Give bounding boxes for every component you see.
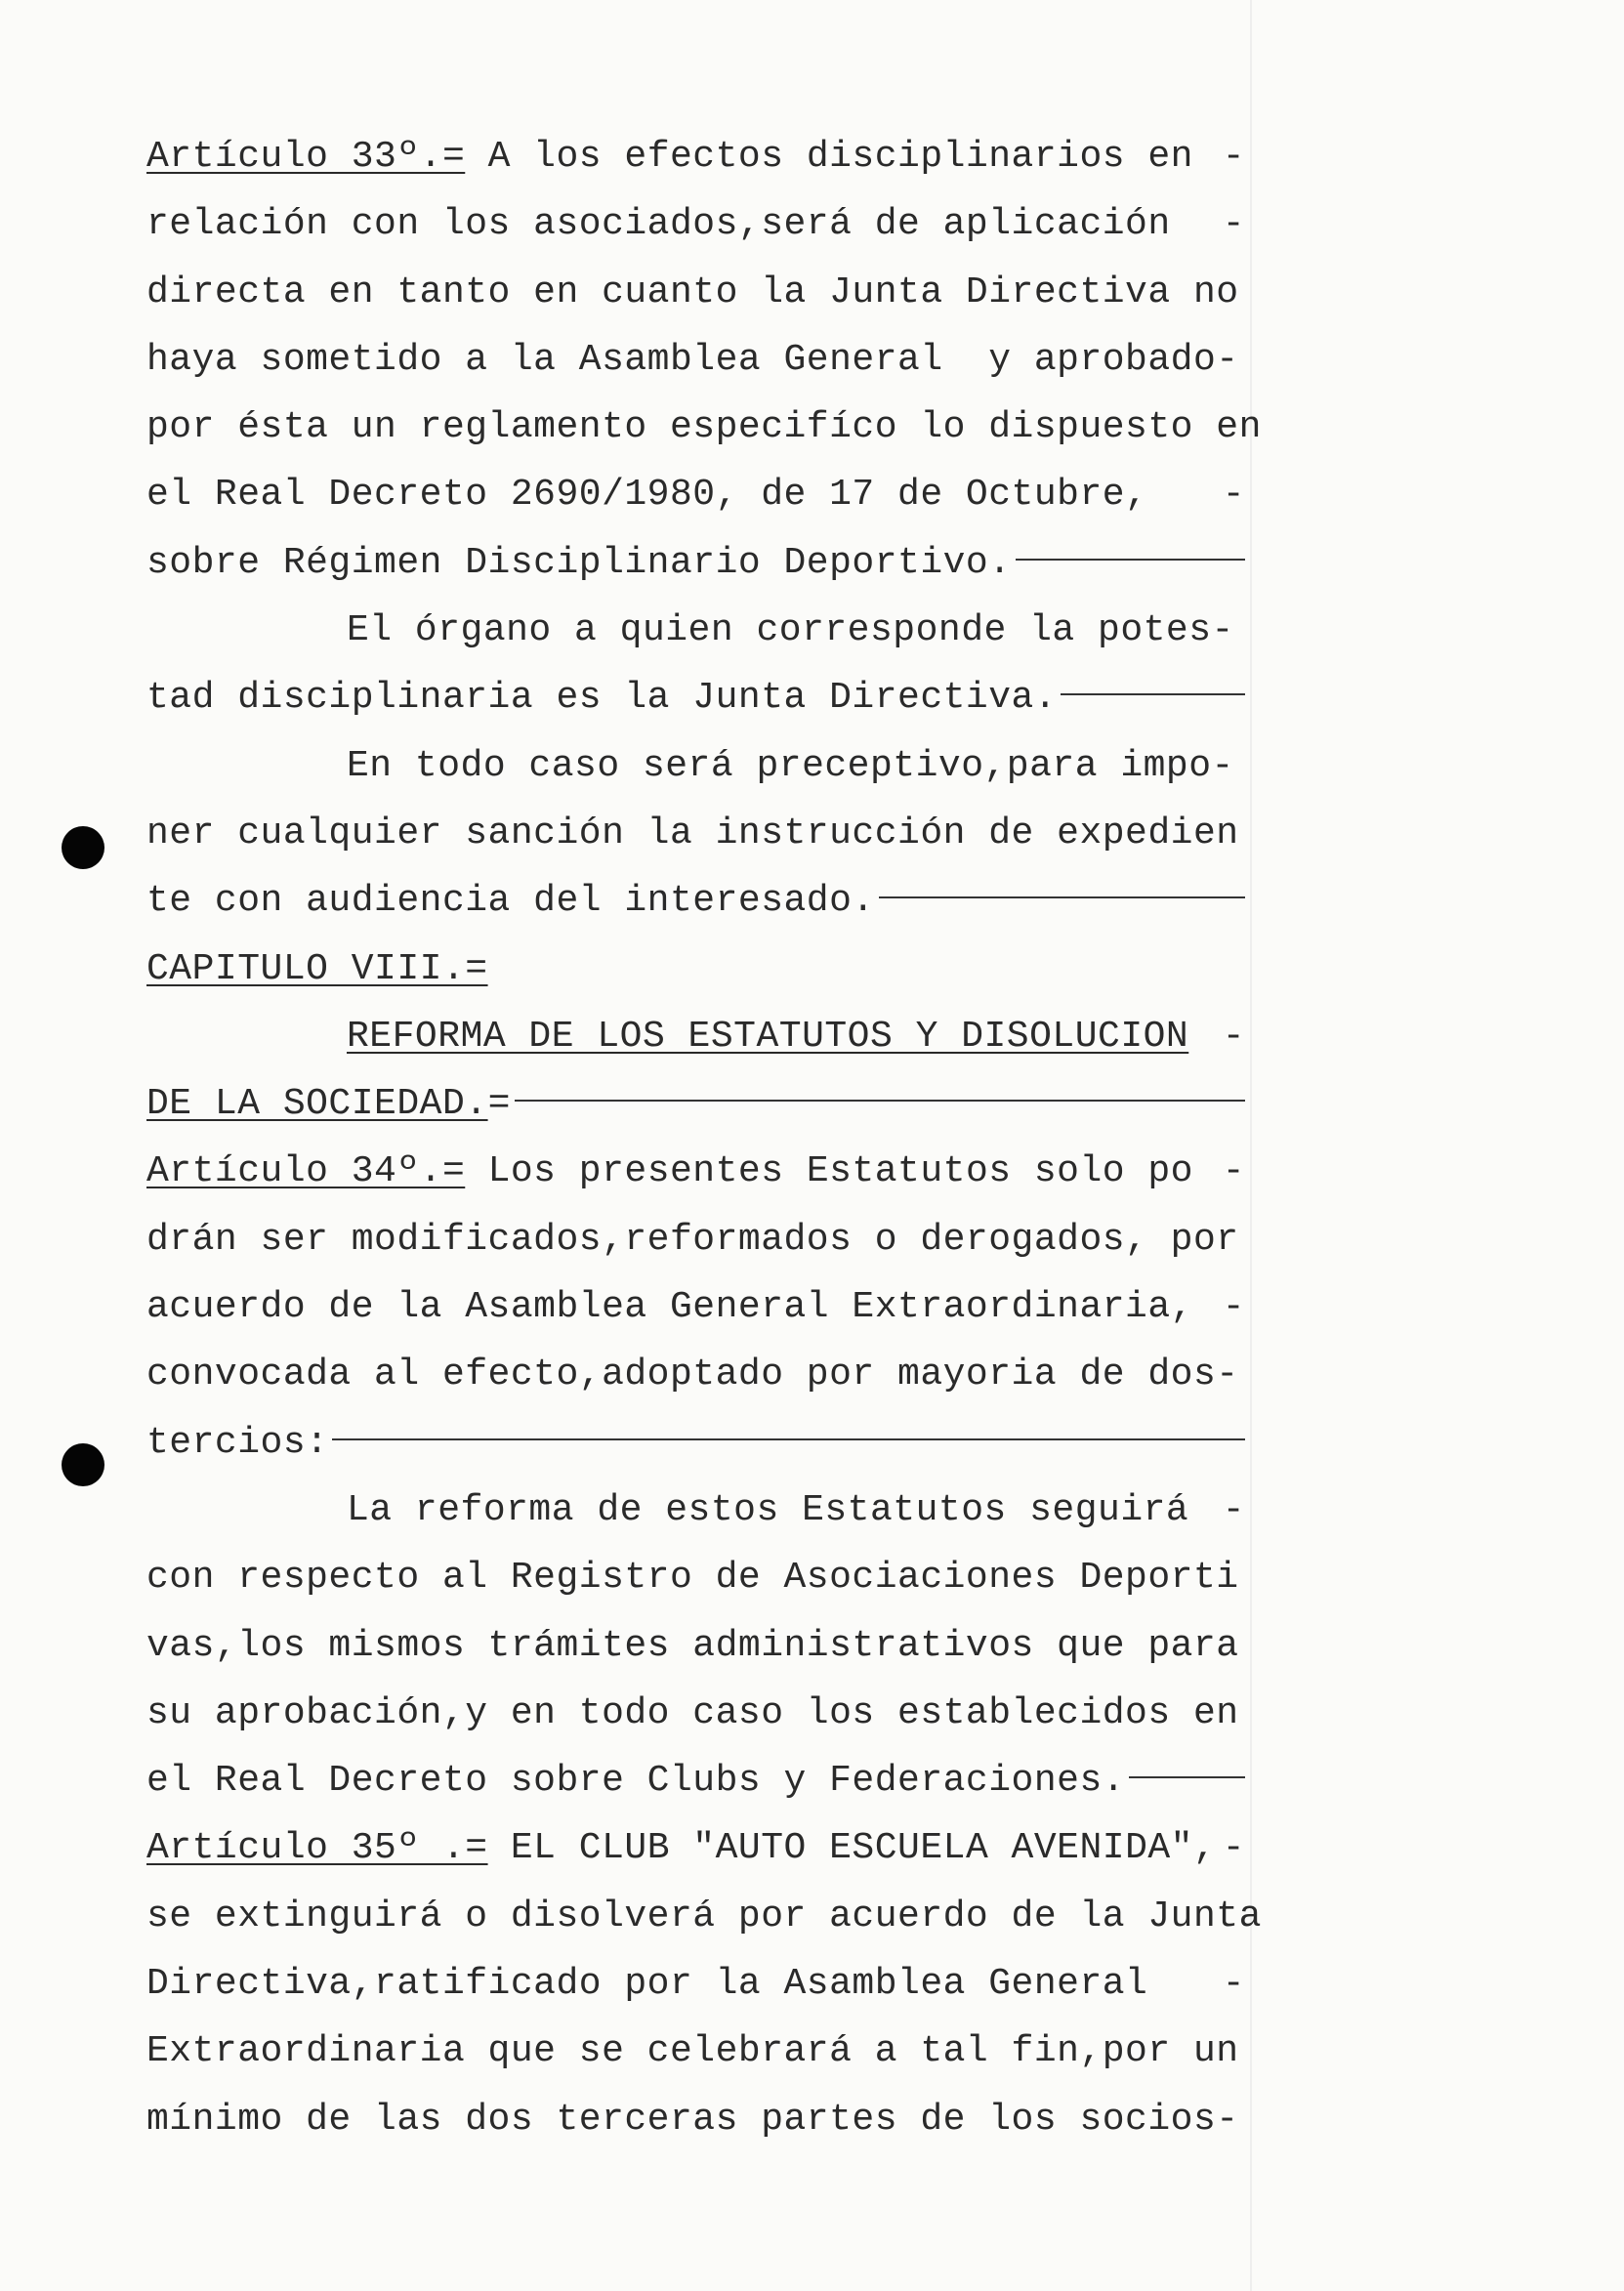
text: relación con los asociados,será de aplicación [146, 203, 1171, 246]
chapter-title: CAPITULO VIII.= [146, 947, 488, 990]
chapter-subtitle-line [146, 1070, 1245, 1138]
hyphen: - [1222, 1488, 1245, 1531]
chapter-heading [146, 936, 1245, 1003]
document-body [146, 123, 1262, 2153]
text: sobre Régimen Disciplinario Deportivo. [146, 541, 1012, 584]
fill-rule [879, 896, 1245, 898]
text: = [487, 1083, 511, 1126]
text-line [146, 1477, 1245, 1544]
text-line [146, 1409, 1245, 1477]
text-line [146, 1612, 1245, 1680]
text: convocada al efecto,adoptado por mayoria de dos- [146, 1354, 1239, 1396]
text-line [146, 1747, 1245, 1814]
text: mínimo de las dos terceras partes de los socios- [146, 2098, 1239, 2141]
text-line [146, 259, 1245, 326]
article-35-title: Artículo 35º .= [146, 1827, 488, 1870]
text: te con audiencia del interesado. [146, 880, 875, 923]
text: En todo caso será preceptivo,para impo- [347, 744, 1234, 787]
text-line [146, 1950, 1245, 2018]
text-line [146, 1883, 1262, 1950]
hyphen: - [1222, 1827, 1245, 1870]
hyphen: - [1222, 1286, 1245, 1329]
punch-hole [62, 1443, 104, 1486]
fill-rule [332, 1438, 1245, 1440]
text: haya sometido a la Asamblea General y aprobado- [146, 338, 1239, 381]
text-line [146, 461, 1245, 528]
text: se extinguirá o disolverá por acuerdo de la Junta [146, 1895, 1262, 1937]
article-33-title: Artículo 33º.= [146, 136, 466, 178]
text: con respecto al Registro de Asociaciones Deporti [146, 1557, 1239, 1600]
text-line [146, 326, 1245, 394]
fill-rule [515, 1100, 1245, 1102]
text: drán ser modificados,reformados o derogados, por [146, 1218, 1239, 1261]
chapter-subtitle: REFORMA DE LOS ESTATUTOS Y DISOLUCION [347, 1015, 1189, 1058]
hyphen: - [1222, 474, 1245, 517]
text: vas,los mismos trámites administrativos que para [146, 1624, 1239, 1667]
fill-rule [1016, 559, 1245, 561]
text-line [146, 1273, 1245, 1341]
fill-rule [1061, 693, 1245, 695]
text: Directiva,ratificado por la Asamblea General [146, 1963, 1148, 2006]
text: Extraordinaria que se celebrará a tal fin,por un [146, 2030, 1239, 2073]
chapter-subtitle-line [146, 1003, 1245, 1070]
text-line [146, 2018, 1245, 2085]
text-line [146, 394, 1262, 461]
chapter-subtitle: DE LA SOCIEDAD. [146, 1083, 488, 1126]
text-line [146, 1680, 1245, 1747]
text-line [146, 529, 1245, 597]
text-line [146, 1206, 1245, 1273]
text: ner cualquier sanción la instrucción de expedien [146, 812, 1239, 854]
fill-rule [1129, 1776, 1245, 1778]
text-line [146, 867, 1245, 935]
hyphen: - [1222, 1963, 1245, 2006]
text-line [146, 732, 1245, 800]
hyphen: - [1222, 1150, 1245, 1193]
hyphen: - [1222, 1015, 1245, 1058]
hyphen: - [1222, 203, 1245, 246]
text: La reforma de estos Estatutos seguirá [347, 1488, 1189, 1531]
article-34-heading-line [146, 1138, 1245, 1205]
article-35-heading-line [146, 1814, 1245, 1882]
text: su aprobación,y en todo caso los establecidos en [146, 1691, 1239, 1734]
text: el Real Decreto sobre Clubs y Federaciones. [146, 1760, 1126, 1803]
text: directa en tanto en cuanto la Junta Directiva no [146, 271, 1239, 313]
text-line [146, 2086, 1245, 2153]
text-line [146, 800, 1245, 867]
text: EL CLUB "AUTO ESCUELA AVENIDA", [487, 1827, 1217, 1870]
punch-hole [62, 826, 104, 869]
text-line [146, 1544, 1245, 1611]
text-line [146, 1341, 1245, 1408]
hyphen: - [1222, 136, 1245, 178]
article-34-title: Artículo 34º.= [146, 1150, 466, 1193]
text: por ésta un reglamento especifíco lo dispuesto en [146, 406, 1262, 449]
text-line [146, 664, 1245, 731]
text: Los presentes Estatutos solo po [465, 1150, 1193, 1193]
text: tad disciplinaria es la Junta Directiva. [146, 677, 1058, 720]
text: El órgano a quien corresponde la potes- [347, 609, 1234, 652]
text: acuerdo de la Asamblea General Extraordinaria, [146, 1286, 1193, 1329]
text-line [146, 597, 1245, 664]
text-line [146, 190, 1245, 258]
text: tercios: [146, 1421, 329, 1464]
article-33-heading-line [146, 123, 1245, 190]
text-line: A los efectos disciplinarios en [465, 136, 1193, 178]
text: el Real Decreto 2690/1980, de 17 de Octubre, [146, 474, 1148, 517]
